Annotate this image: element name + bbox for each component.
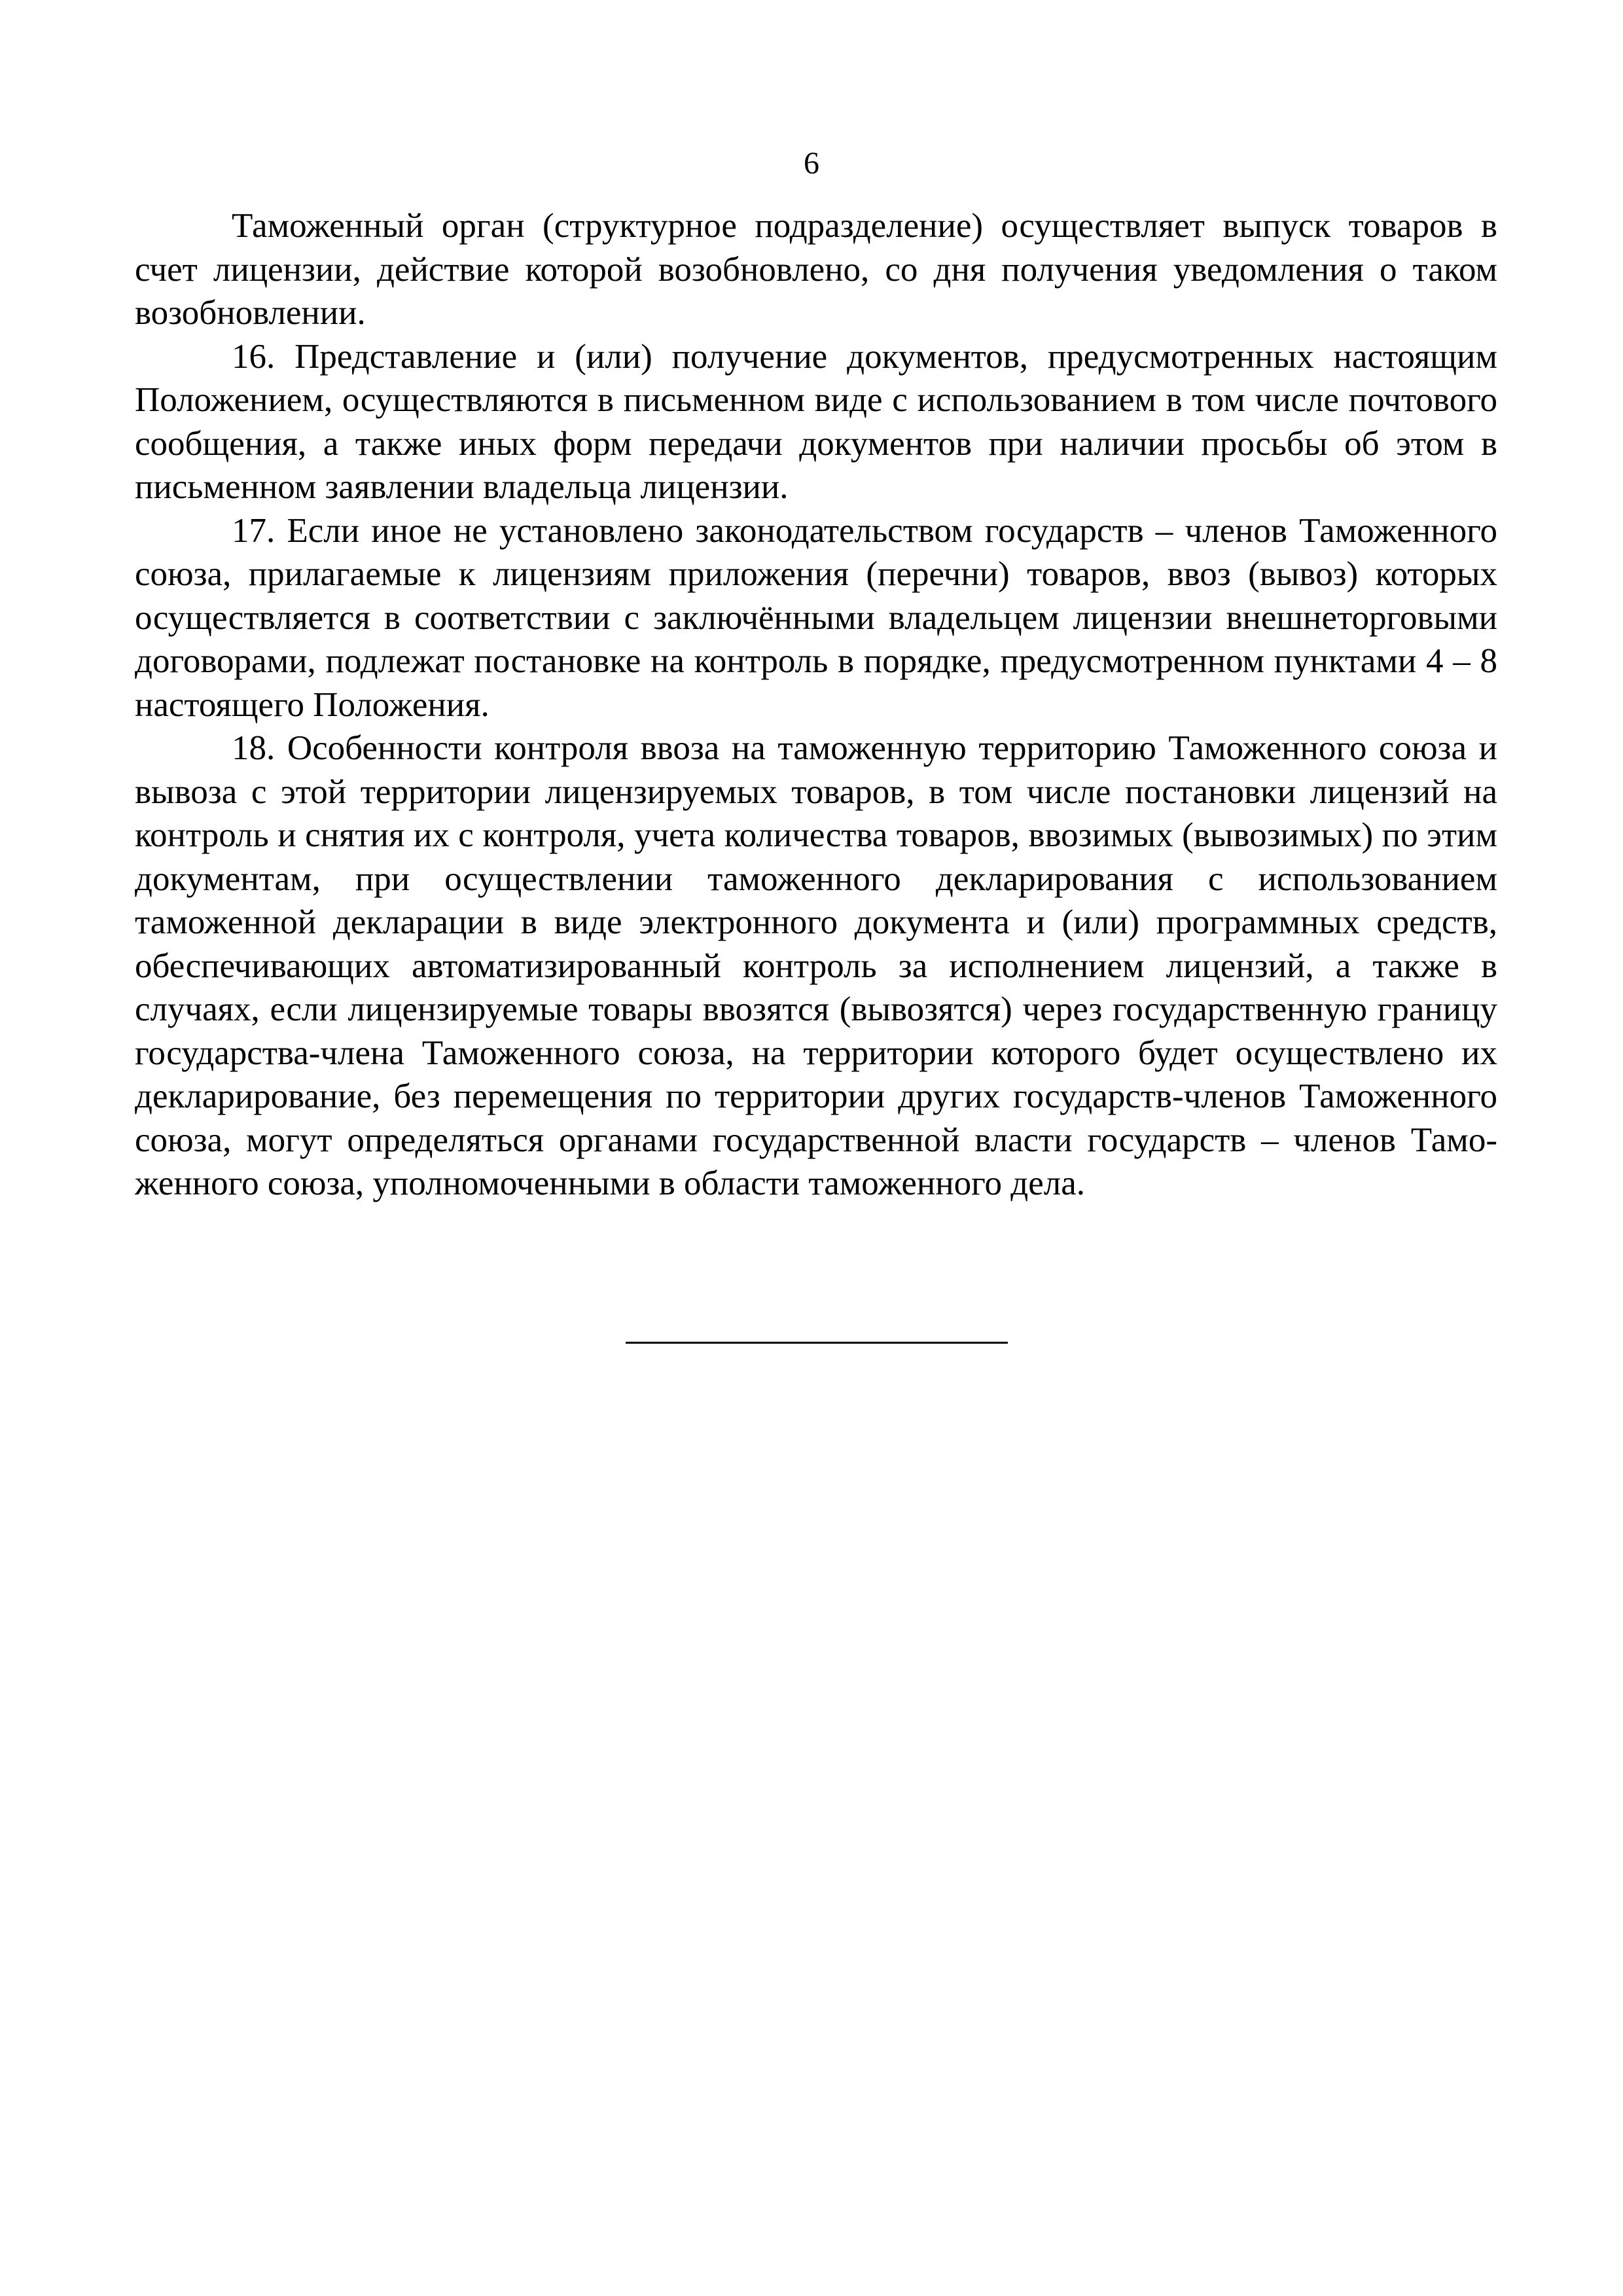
paragraph-18-control-specifics: 18. Особенности контроля ввоза на таможенную территорию Таможенного союза и вывоза с этой территории лицензируемых товаров, в том числе постановки лицензий на контроль и снятия их с контроля, учета количества товаров, ввозимых (вывозимых) по этим документам, при осуществлении таможенного декларирования с использованием таможенной декларации в виде электронного документа и (или) программных средств, обеспечивающих автоматизированный контроль за исполнением лицензий, а также в случаях, если лицензируемые товары ввозятся (вывозятся) через государственную границу государства-члена Таможенного союза, на территории которого будет осуществлено их декларирование, без перемещения по территории других государств-членов Таможенного союза, могут определяться органами государственной власти государств – членов Таможенного союза, уполномоченными в области таможенного дела. xyxy=(135,729,1497,1202)
document-body xyxy=(135,204,1497,1206)
paragraph-17-license-attachments: 17. Если иное не установлено законодательством государств – членов Таможенного союза, прилагаемые к лицензиям приложения (перечни) товаров, ввоз (вывоз) которых осуществляется в соответствии с заключёнными владельцем лицензии внешнеторговыми договорами, подлежат постановке на контроль в порядке, предусмотренном пунктами 4 – 8 настоящего Положения. xyxy=(135,511,1497,724)
page-number: 6 xyxy=(804,146,819,181)
paragraph-16-document-submission: 16. Представление и (или) получение документов, предусмотренных настоящим Положением, осуществляются в письменном виде с использованием в том числе почтового сообщения, а также иных форм передачи документов при наличии просьбы об этом в письменном заявлении владельца лицензии. xyxy=(135,337,1497,506)
paragraph-release-of-goods: Таможенный орган (структурное подразделение) осуществляет выпуск товаров в счет лицензии, действие которой возобновлено, со дня получения уведомления о таком возобновлении. xyxy=(135,207,1497,332)
end-separator-line xyxy=(626,1342,1008,1344)
